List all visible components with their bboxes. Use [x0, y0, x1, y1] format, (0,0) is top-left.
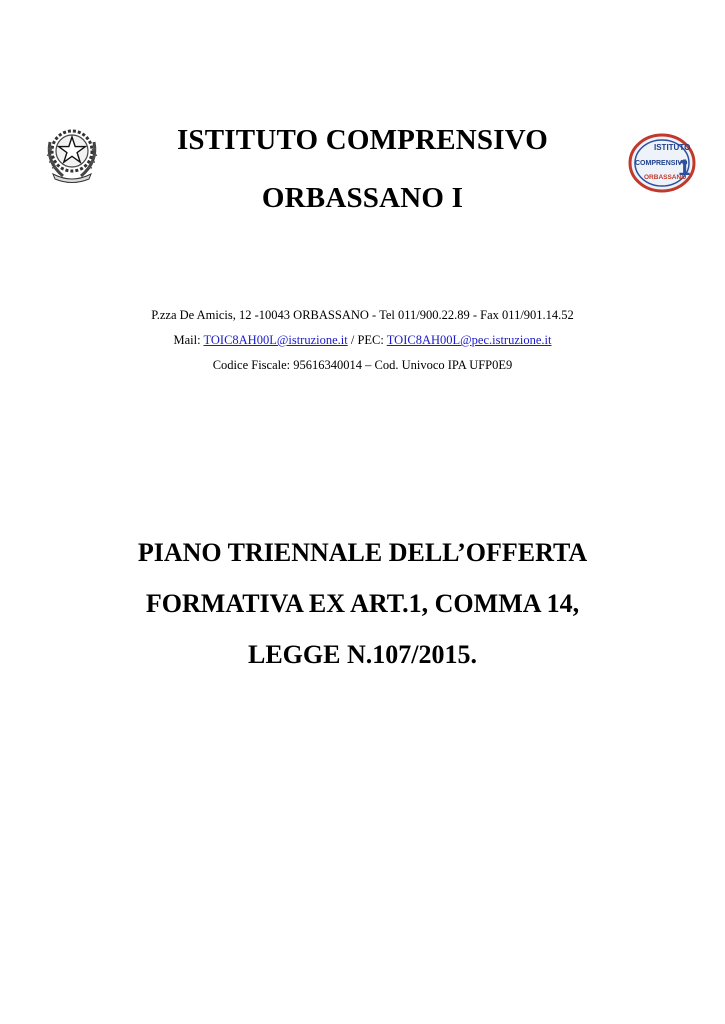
address-line: P.zza De Amicis, 12 -10043 ORBASSANO - Tel 011/900.22.89 - Fax 011/901.14.52: [151, 308, 574, 322]
institute-name-line1: ISTITUTO COMPRENSIVO: [176, 124, 549, 156]
fiscal-code-line: Codice Fiscale: 95616340014 – Cod. Univoco IPA UFP0E9: [212, 358, 513, 372]
email-line: [0, 333, 725, 347]
institute-name-line2: ORBASSANO I: [261, 182, 464, 214]
svg-text:1: 1: [678, 155, 691, 180]
mail-label: Mail:: [173, 333, 204, 347]
mail-link[interactable]: TOIC8AH00L@istruzione.it: [203, 333, 348, 347]
svg-text:ORBASSANO: ORBASSANO: [644, 174, 687, 181]
pec-link[interactable]: TOIC8AH00L@pec.istruzione.it: [386, 333, 552, 347]
document-title-line3: LEGGE N.107/2015.: [248, 640, 477, 669]
document-title-line2: FORMATIVA EX ART.1, COMMA 14,: [145, 589, 580, 618]
svg-text:ISTITUTO: ISTITUTO: [654, 143, 691, 152]
document-title-line1: PIANO TRIENNALE DELL’OFFERTA: [137, 538, 588, 567]
svg-text:COMPRENSIVO: COMPRENSIVO: [635, 160, 688, 167]
pec-label: / PEC:: [347, 333, 387, 347]
